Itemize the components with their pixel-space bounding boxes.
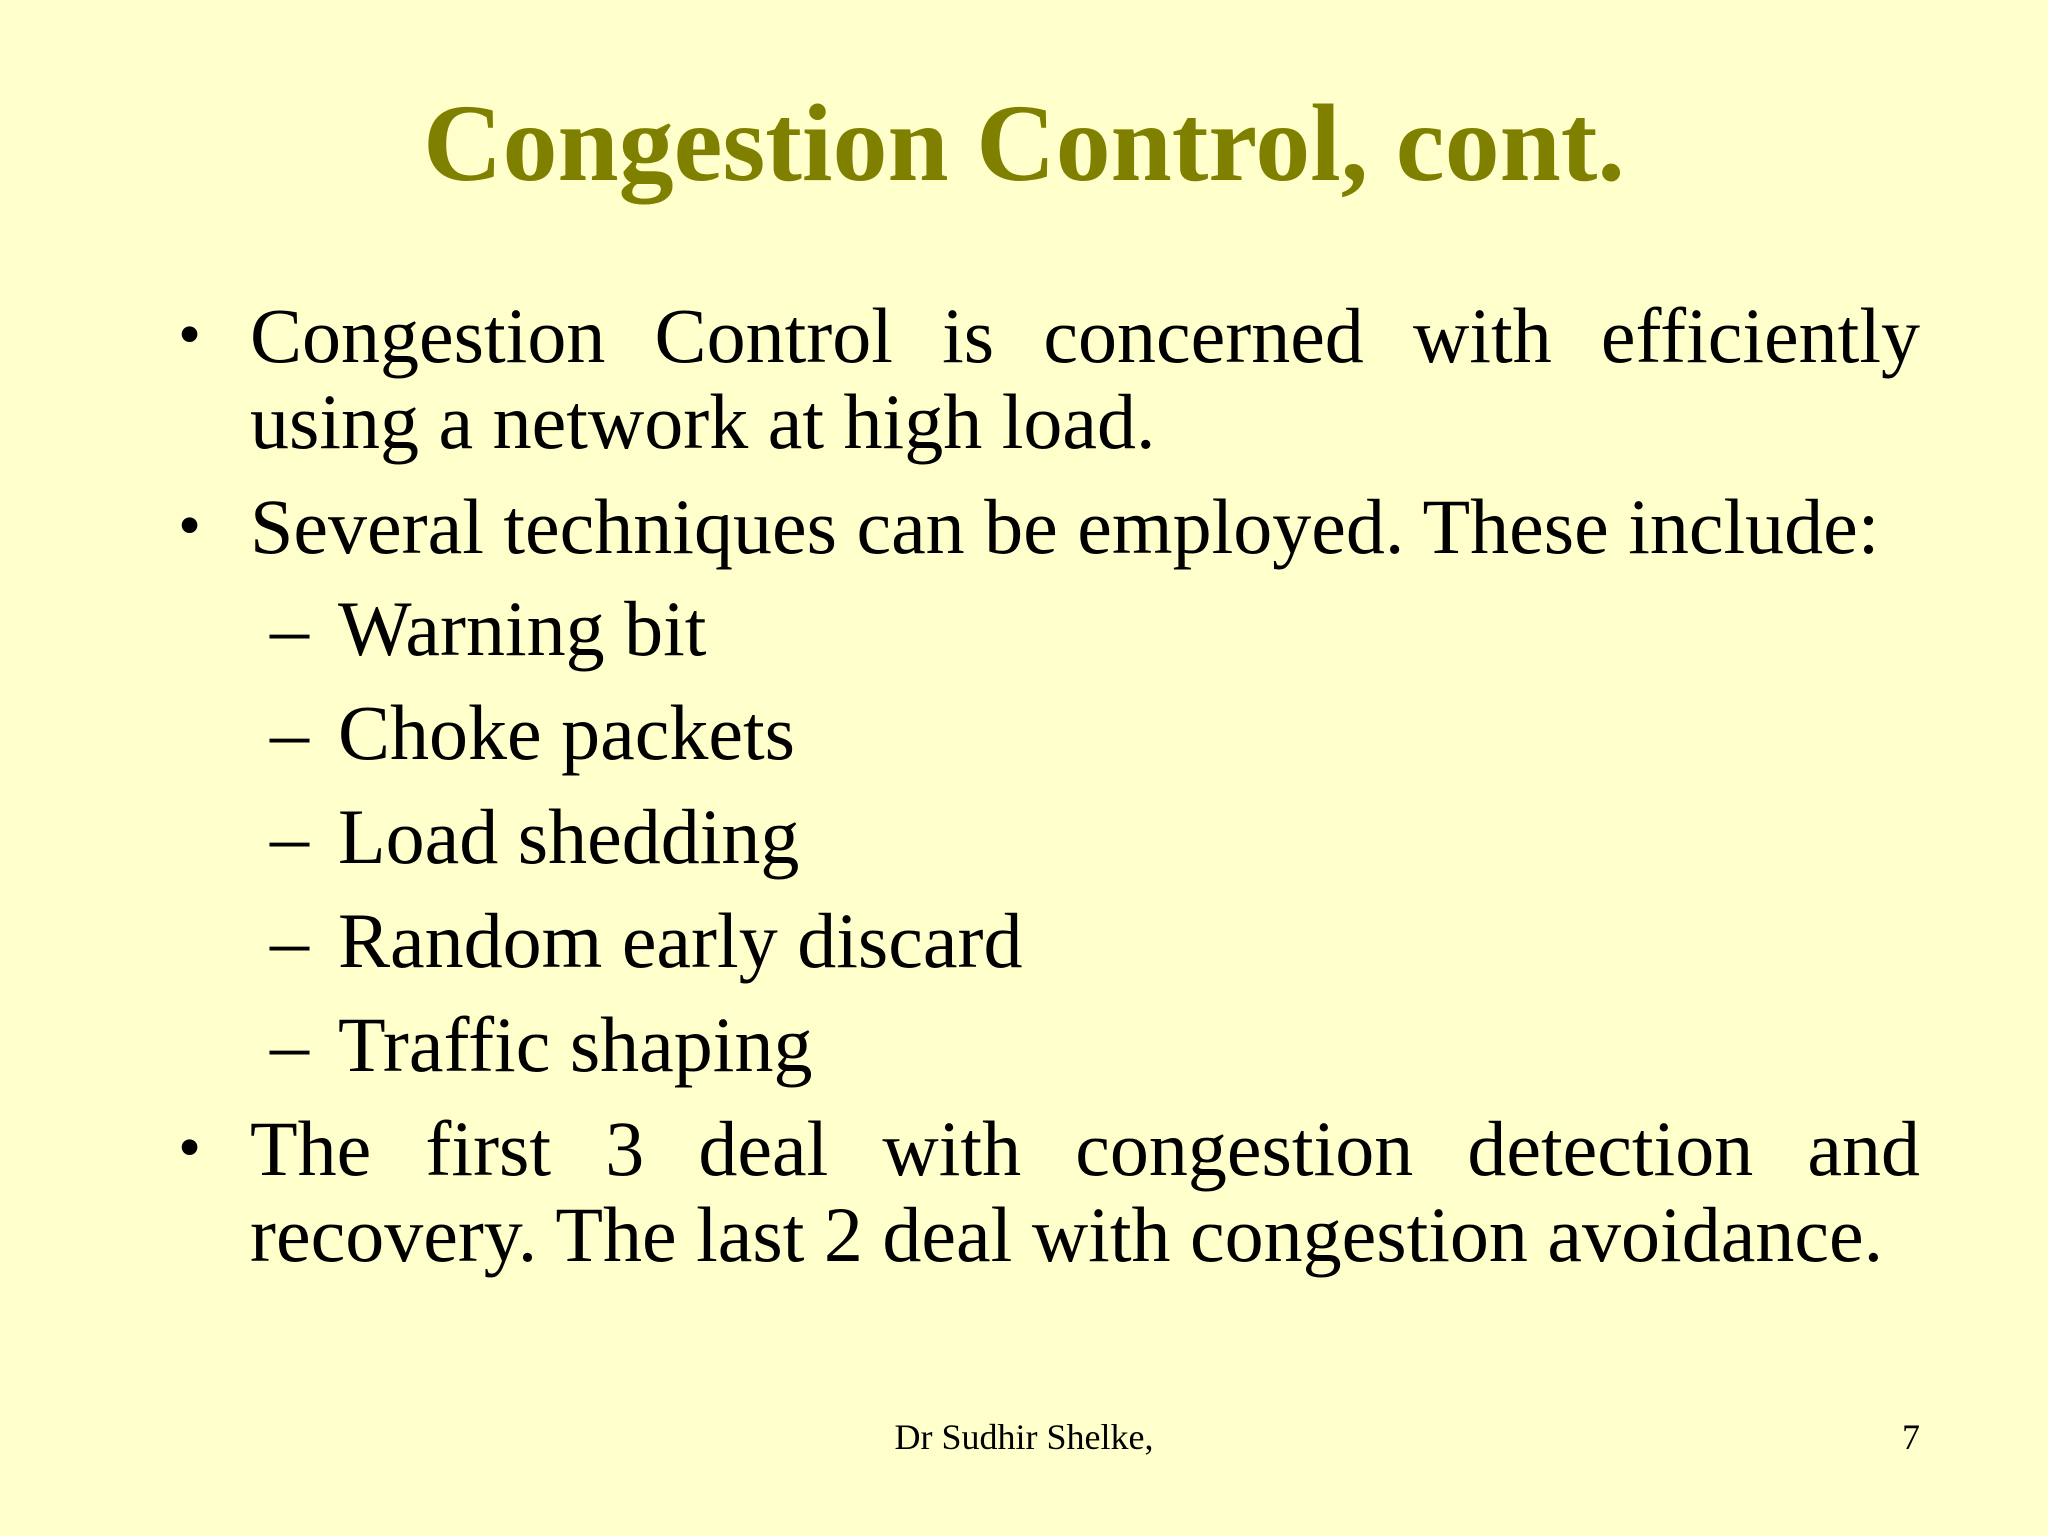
bullet-marker: • [178, 298, 202, 371]
sub-marker: – [270, 793, 309, 880]
sub-text: Traffic shaping [338, 1001, 813, 1088]
sub-text: Warning bit [338, 585, 707, 672]
slide-title: Congestion Control, cont. [423, 82, 1625, 204]
footer-author: Dr Sudhir Shelke, [894, 1417, 1154, 1457]
bullet-text: Congestion Control is concerned with efficiently using a network at high load. [250, 292, 1920, 465]
bullet-marker: • [178, 489, 202, 562]
sub-text: Load shedding [338, 793, 800, 880]
sub-text: Random early discard [338, 897, 1023, 984]
sub-marker: – [270, 585, 309, 672]
sub-text: Choke packets [338, 689, 796, 776]
bullet-marker: • [178, 1111, 202, 1184]
sub-marker: – [270, 689, 309, 776]
sub-marker: – [270, 897, 309, 984]
sub-marker: – [270, 1001, 309, 1088]
page-number: 7 [1902, 1417, 1920, 1457]
bullet-text: Several techniques can be employed. These include: [250, 483, 1880, 570]
bullet-text: The first 3 deal with congestion detection and recovery. The last 2 deal with congestion avoidance. [250, 1105, 1920, 1278]
